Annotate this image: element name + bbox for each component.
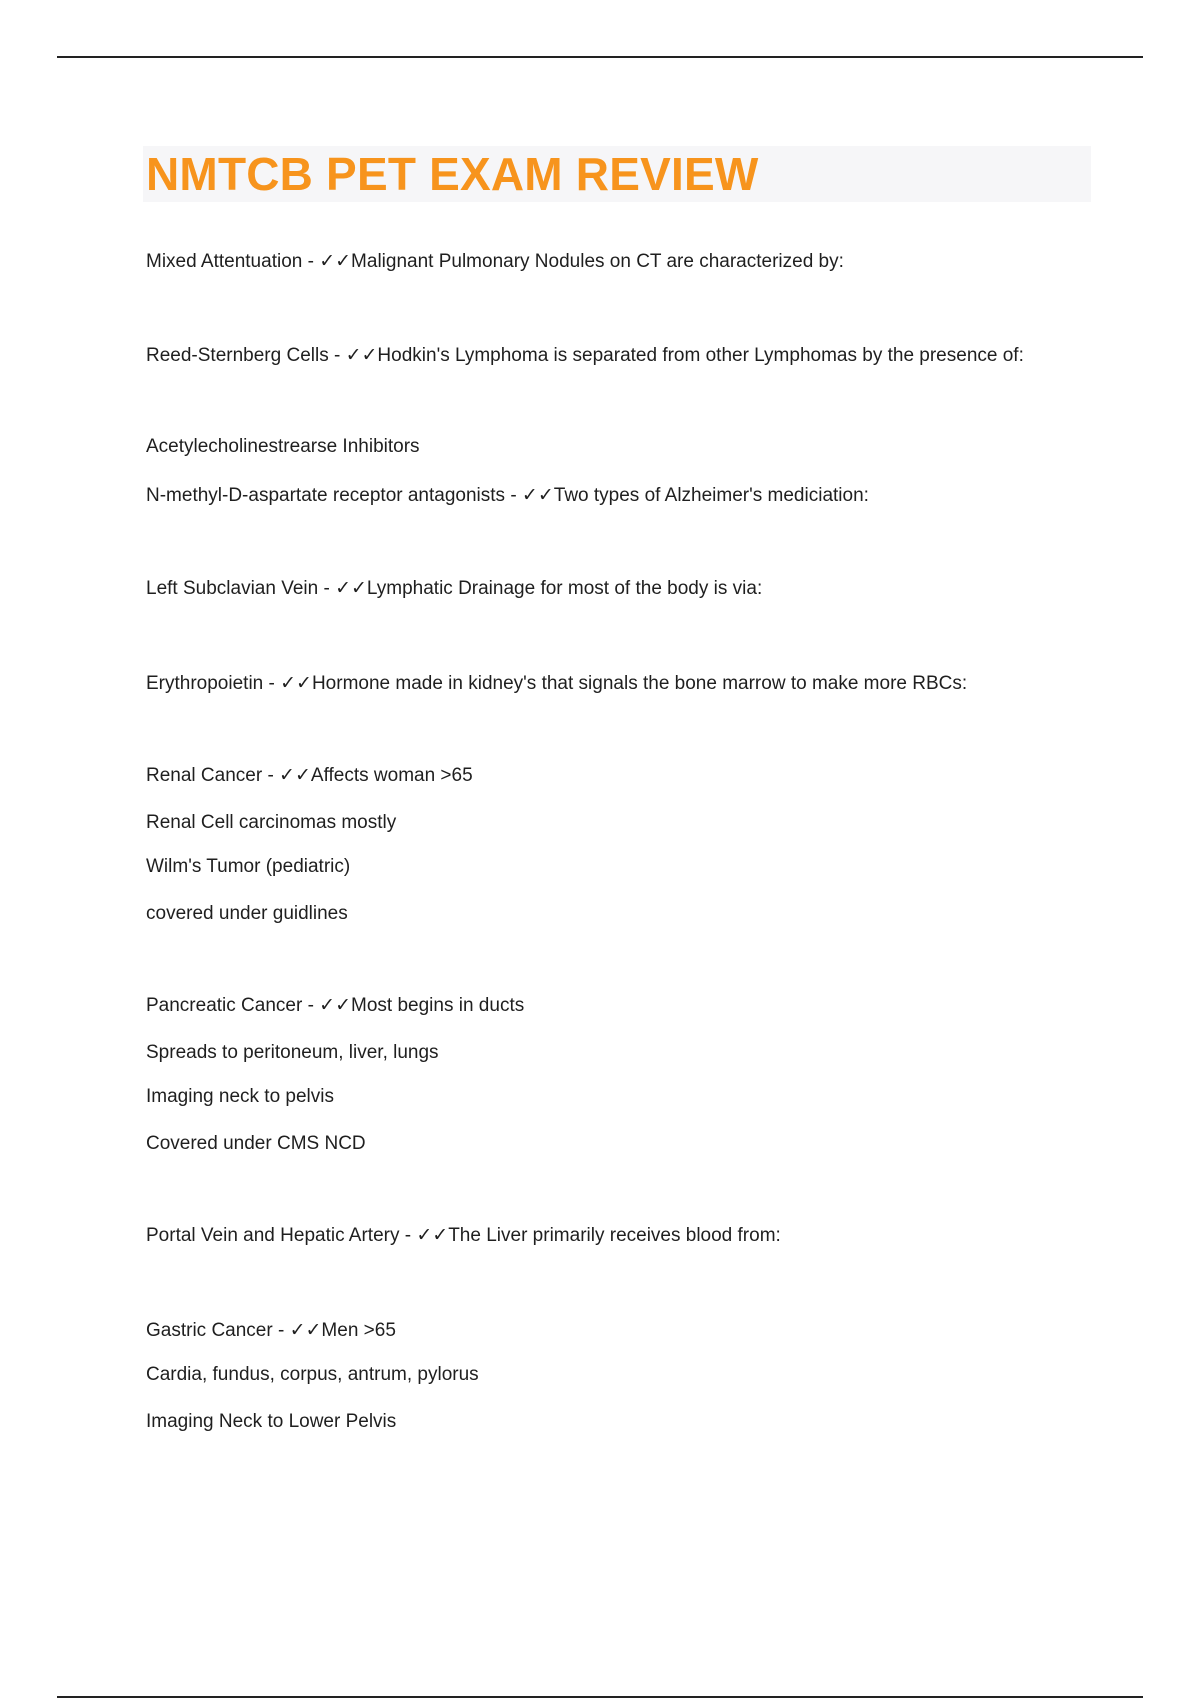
card-2-line-1: Reed-Sternberg Cells - ✓✓Hodkin's Lymphoma is separated from other Lymphomas by the presence of: bbox=[146, 345, 1024, 366]
card-3-line-2: N-methyl-D-aspartate receptor antagonists - ✓✓Two types of Alzheimer's mediciation: bbox=[146, 485, 869, 506]
card-6-line-3: Wilm's Tumor (pediatric) bbox=[146, 856, 351, 877]
document-title: NMTCB PET EXAM REVIEW bbox=[146, 148, 759, 200]
card-3-line-1: Acetylecholinestrearse Inhibitors bbox=[146, 436, 420, 457]
page-top-rule bbox=[57, 56, 1143, 58]
card-9-line-2: Cardia, fundus, corpus, antrum, pylorus bbox=[146, 1364, 479, 1385]
card-7-line-2: Spreads to peritoneum, liver, lungs bbox=[146, 1042, 439, 1063]
card-6-line-1: Renal Cancer - ✓✓Affects woman >65 bbox=[146, 765, 473, 786]
card-5-line-1: Erythropoietin - ✓✓Hormone made in kidney's that signals the bone marrow to make more RBCs: bbox=[146, 673, 968, 694]
card-8-line-1: Portal Vein and Hepatic Artery - ✓✓The Liver primarily receives blood from: bbox=[146, 1225, 781, 1246]
page-bottom-rule bbox=[57, 1696, 1143, 1698]
card-7-line-4: Covered under CMS NCD bbox=[146, 1133, 366, 1154]
card-4-line-1: Left Subclavian Vein - ✓✓Lymphatic Drainage for most of the body is via: bbox=[146, 578, 763, 599]
card-7-line-1: Pancreatic Cancer - ✓✓Most begins in ducts bbox=[146, 995, 525, 1016]
card-7-line-3: Imaging neck to pelvis bbox=[146, 1086, 334, 1107]
card-6-line-4: covered under guidlines bbox=[146, 903, 348, 924]
card-9-line-3: Imaging Neck to Lower Pelvis bbox=[146, 1411, 397, 1432]
card-6-line-2: Renal Cell carcinomas mostly bbox=[146, 812, 397, 833]
card-9-line-1: Gastric Cancer - ✓✓Men >65 bbox=[146, 1320, 396, 1341]
card-1-line-1: Mixed Attentuation - ✓✓Malignant Pulmonary Nodules on CT are characterized by: bbox=[146, 251, 844, 272]
